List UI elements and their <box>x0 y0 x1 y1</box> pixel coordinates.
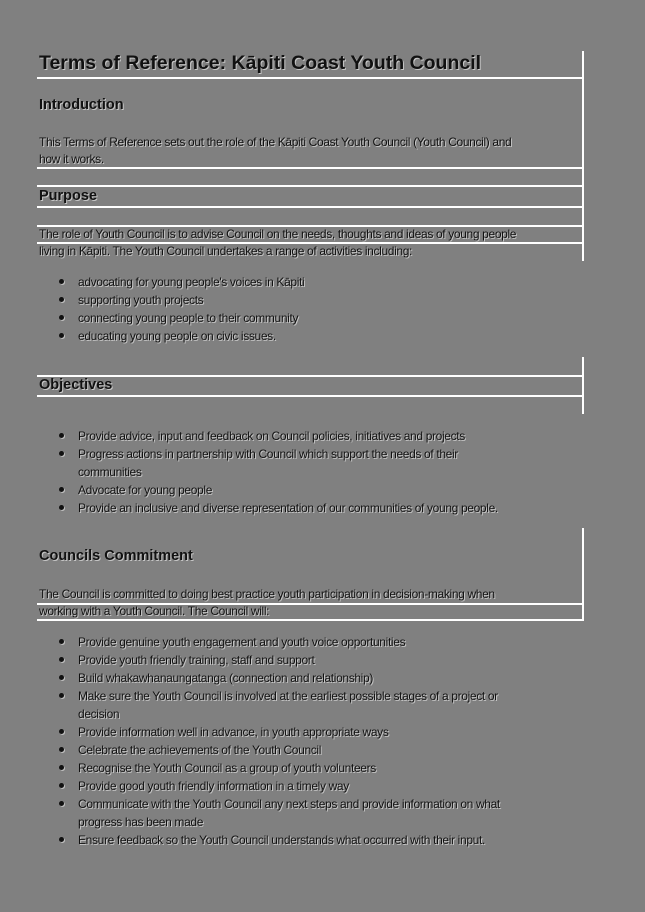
table-border-horizontal <box>37 185 584 187</box>
bullet-icon <box>59 433 64 438</box>
bullet-icon <box>59 783 64 788</box>
bullet-icon <box>59 693 64 698</box>
heading-introduction: Introduction <box>39 97 124 113</box>
introduction-line-2: how it works. <box>39 152 104 166</box>
bullet-icon <box>59 747 64 752</box>
table-border-horizontal <box>37 375 584 377</box>
purpose-line-1: The role of Youth Council is to advise Council on the needs, thoughts and ideas of young people <box>39 227 517 241</box>
bullet-icon <box>59 333 64 338</box>
commitment-line-2: working with a Youth Council. The Council will: <box>39 604 270 618</box>
table-border-vertical <box>582 357 584 414</box>
document-title: Terms of Reference: Kāpiti Coast Youth Council <box>39 52 482 74</box>
bullet-icon <box>59 765 64 770</box>
bullet-icon <box>59 729 64 734</box>
table-border-vertical <box>582 51 584 261</box>
bullet-icon <box>59 675 64 680</box>
table-border-horizontal <box>37 395 584 397</box>
table-border-vertical <box>582 528 584 621</box>
introduction-line-1: This Terms of Reference sets out the role of the Kāpiti Coast Youth Council (Youth Council) and <box>39 135 512 149</box>
bullet-icon <box>59 639 64 644</box>
commitment-line-1: The Council is committed to doing best practice youth participation in decision-making when <box>39 587 495 601</box>
bullet-icon <box>59 451 64 456</box>
bullet-icon <box>59 837 64 842</box>
heading-councils-commitment: Councils Commitment <box>39 548 193 564</box>
bullet-icon <box>59 801 64 806</box>
table-border-horizontal <box>37 167 584 169</box>
bullet-icon <box>59 279 64 284</box>
table-border-horizontal <box>37 77 584 79</box>
bullet-icon <box>59 315 64 320</box>
table-border-horizontal <box>37 206 584 208</box>
purpose-line-2: living in Kāpiti. The Youth Council undertakes a range of activities including: <box>39 244 413 258</box>
bullet-icon <box>59 505 64 510</box>
bullet-icon <box>59 657 64 662</box>
heading-purpose: Purpose <box>39 188 98 204</box>
bullet-icon <box>59 297 64 302</box>
table-border-horizontal <box>37 619 584 621</box>
heading-objectives: Objectives <box>39 377 113 393</box>
bullet-icon <box>59 487 64 492</box>
